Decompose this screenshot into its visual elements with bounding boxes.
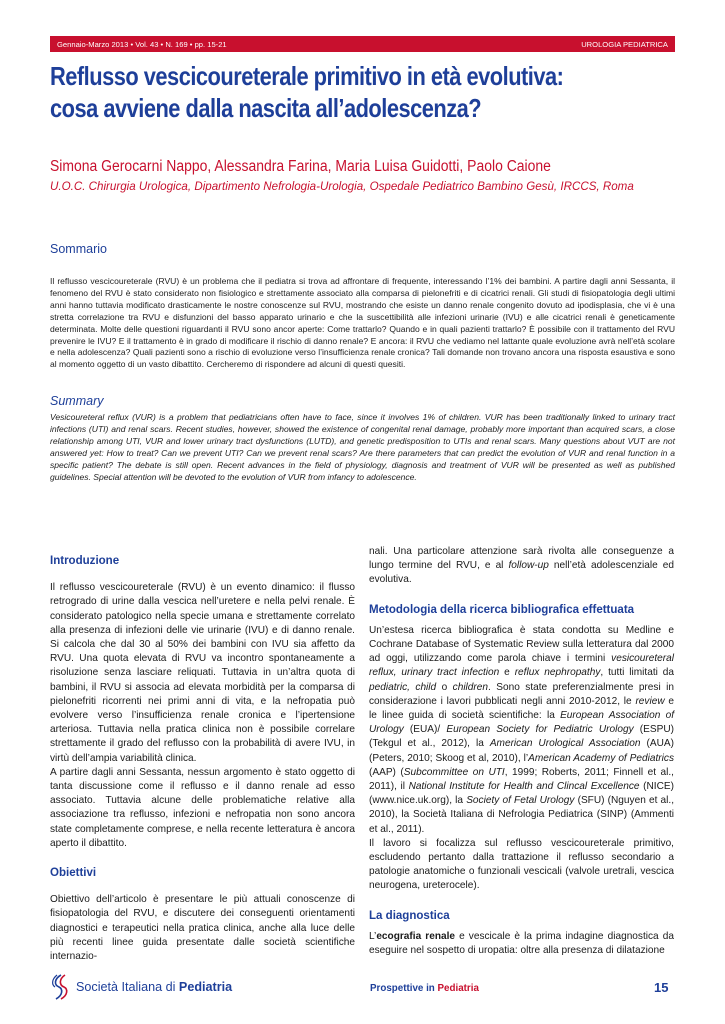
title-line-1: Reflusso vescicoureterale primitivo in età evolutiva: [50,61,564,91]
left-column [50,553,355,964]
continuation-text-c: nell’età adolescenziale ed evolutiva. [369,560,675,586]
diagnostica-heading: La diagnostica [369,907,450,922]
metodologia-paragraph-2: Il lavoro si focalizza sul reflusso vescicoureterale primitivo, escludendo pertanto dalla trattazione il reflusso secondario a patologie anatomiche o funzionali vescicali (valvole uretrali, vescica neurogena, ureterocele). [369,837,674,892]
continuation-text-a: nali. Una particolare attenzione sarà rivolta alle conseguenze a lungo termine del RVU, e al [369,546,674,572]
article-title [50,60,680,124]
intro-paragraph-1: Il reflusso vescicoureterale (RVU) è un evento dinamico: il flusso retrogrado di urine dalla vescica nell’uretere e nella pelvi renale. È considerato patologico nella specie umana e strettamente correlato alla presenza di infezioni delle vie urinarie (IVU) e di danno renale. Si calcola che dal 30 al 50% dei bambini con IVU sia affetto da RVU. Una quota elevata di RVU va incontro spontaneamente a risoluzione senza lasciare reliquati. Tuttavia in un’altra quota di bambini, il RVU si associa ad elevata morbidità per la comparsa di pielonefriti ricorrenti nei primi anni di vita, e la nefropatia può evolvere verso l’insufficienza renale cronica e l’ipertensione arteriosa. Tuttavia nella pratica clinica non è possibile correlare strettamente il grado del reflusso con la probabilità di avere IVU, in virtù dell’ampia variabilità clinica. [50,582,355,764]
society-logo [50,973,232,1001]
continuation-text-b: follow-up [508,560,549,572]
issue-info: Gennaio-Marzo 2013 • Vol. 43 • N. 169 • pp. 15-21 [57,39,227,49]
sommario-text: Il reflusso vescicoureterale (RVU) è un problema che il pediatra si trova ad affrontare di frequente, interessando l’1% dei bambini. A partire dagli anni Sessanta, il fenomeno del RVU è stato considerato non fisiologico e strettamente associato alla comparsa di pielonefriti e di cicatrici renali. Gli studi di fisiopatologia degli ultimi anni hanno tuttavia modificato drasticamente le nostre conoscenze sul RVU, mostrando che esiste un danno renale congenito dovuto ad ipodisplasia, che vi è una stretta correlazione tra RVU e disfunzioni del basso apparato urinario e che la suscettibilità alle infezioni urinarie (IVU) e alle cicatrici renali è geneticamente determinata. Molte delle questioni riguardanti il RVU sono ancor aperte: Come trattarlo? Quando e in quali pazienti trattarlo? È possibile con il trattamento del RVU prevenire le IVU? E il trattamento è in grado di modificare il rischio di danno renale? E ancora: il RVU che vediamo nel lattante quale evoluzione avrà nell’età scolare e nella adolescenza? Quali pazienti sono a rischio di evoluzione verso l’insufficienza renale cronica? Tali domande non trovano ancora una risposta esaustiva e sono al momento oggetto di un vasto dibattito. Cercheremo di rispondere ad alcuni di questi quesiti. [50,276,675,370]
society-name: Società Italiana di Pediatria [76,980,233,994]
journal-name: Prospettive in Pediatria [370,983,479,994]
summary-heading: Summary [50,394,104,408]
society-logo-icon [50,973,72,1001]
continuation-paragraph [369,545,674,588]
intro-heading: Introduzione [50,553,120,567]
obiettivi-paragraph: Obiettivo dell’articolo è presentare le più attuali conoscenze di fisiopatologia del RVU, e discutere dei conseguenti orientamenti diagnostici e terapeutici nella pratica clinica, anche alla luce delle più recenti linee guida presentate dalle società scientifiche internazio- [50,894,355,963]
affiliation: U.O.C. Chirurgia Urologica, Dipartimento Nefrologia-Urologia, Ospedale Pediatrico Bambino Gesù, IRCCS, Roma [50,180,634,193]
diagnostica-paragraph: L’ecografia renale e vescicale è la prima indagine diagnostica da eseguire nel sospetto di uropatia: oltre alla presenza di dilatazione [369,930,674,957]
intro-paragraph-2: A partire dagli anni Sessanta, nessun argomento è stato oggetto di tanta discussione come il reflusso e il danno renale ad esso associato. Tuttavia alcune delle problematiche relative alla associazione tra reflusso, infezioni e nefropatia non sono ancora state completamente comprese, e nella recente letteratura è ancora aperto il dibattito. [50,766,355,849]
authors: Simona Gerocarni Nappo, Alessandra Farina, Maria Luisa Guidotti, Paolo Caione [50,158,551,175]
section-label: UROLOGIA PEDIATRICA [581,39,668,49]
header-bar [50,36,675,52]
title-line-2: cosa avviene dalla nascita all’adolescenza? [50,93,482,123]
summary-text: Vesicoureteral reflux (VUR) is a problem that pediatricians often have to face, since it involves 1% of children. VUR has been traditionally linked to urinary tract infections (UTI) and renal scars. Recent studies, however, showed the existence of congenital renal damage, probably more important than acquired scars, a close relationship among UTI, VUR and lower urinary tract dysfunctions (LUTD), and genetic predisposition to UTIs and renal scars. Many questions about VUT are not answered yet: How to treat? Can we prevent UTI? Can we prevent renal scars? Are there parameters that can predict the evolution of VUR and renal function in a specific patient? The debate is still open. Recent advances in the field of physiology, diagnosis and treatment of VUR will be presented as well as published guidelines. Special attention will be devoted to the evolution of VUR from infancy to adolescence. [50,412,675,482]
metodologia-heading: Metodologia della ricerca bibliografica effettuata [369,601,635,616]
metodologia-paragraph-1: Un’estesa ricerca bibliografica è stata condotta su Medline e Cochrane Database of Systematic Review sulla letteratura dal 2000 ad oggi, utilizzando come parola chiave i termini vesicoureteral reflux, urinary tract infection e reflux nephropathy, tutti limitati da pediatric, child o children. Sono state preferenzialmente presi in considerazione i lavori pubblicati negli anni 2010-2012, le review e le linee guida di società scientifiche: la European Association of Urology (EUA)/ European Society for Pediatric Urology (ESPU) (Tekgul et al., 2012), la American Urological Association (AUA) (Peters, 2010; Skoog et al, 2010), l’American Academy of Pediatrics (AAP) (Subcommittee on UTI, 1999; Roberts, 2011; Finnell et al., 2011), il National Institute for Health and Clincal Excellence (NICE) (www.nice.uk.org), la Society of Fetal Urology (SFU) (Nguyen et al., 2010), la Società Italiana di Nefrologia Pediatrica (SINP) (Ammenti et al., 2011). [369,624,675,835]
sommario-heading: Sommario [50,242,107,256]
obiettivi-heading: Obiettivi [50,865,97,880]
right-column [369,545,674,958]
page-number: 15 [654,980,669,995]
